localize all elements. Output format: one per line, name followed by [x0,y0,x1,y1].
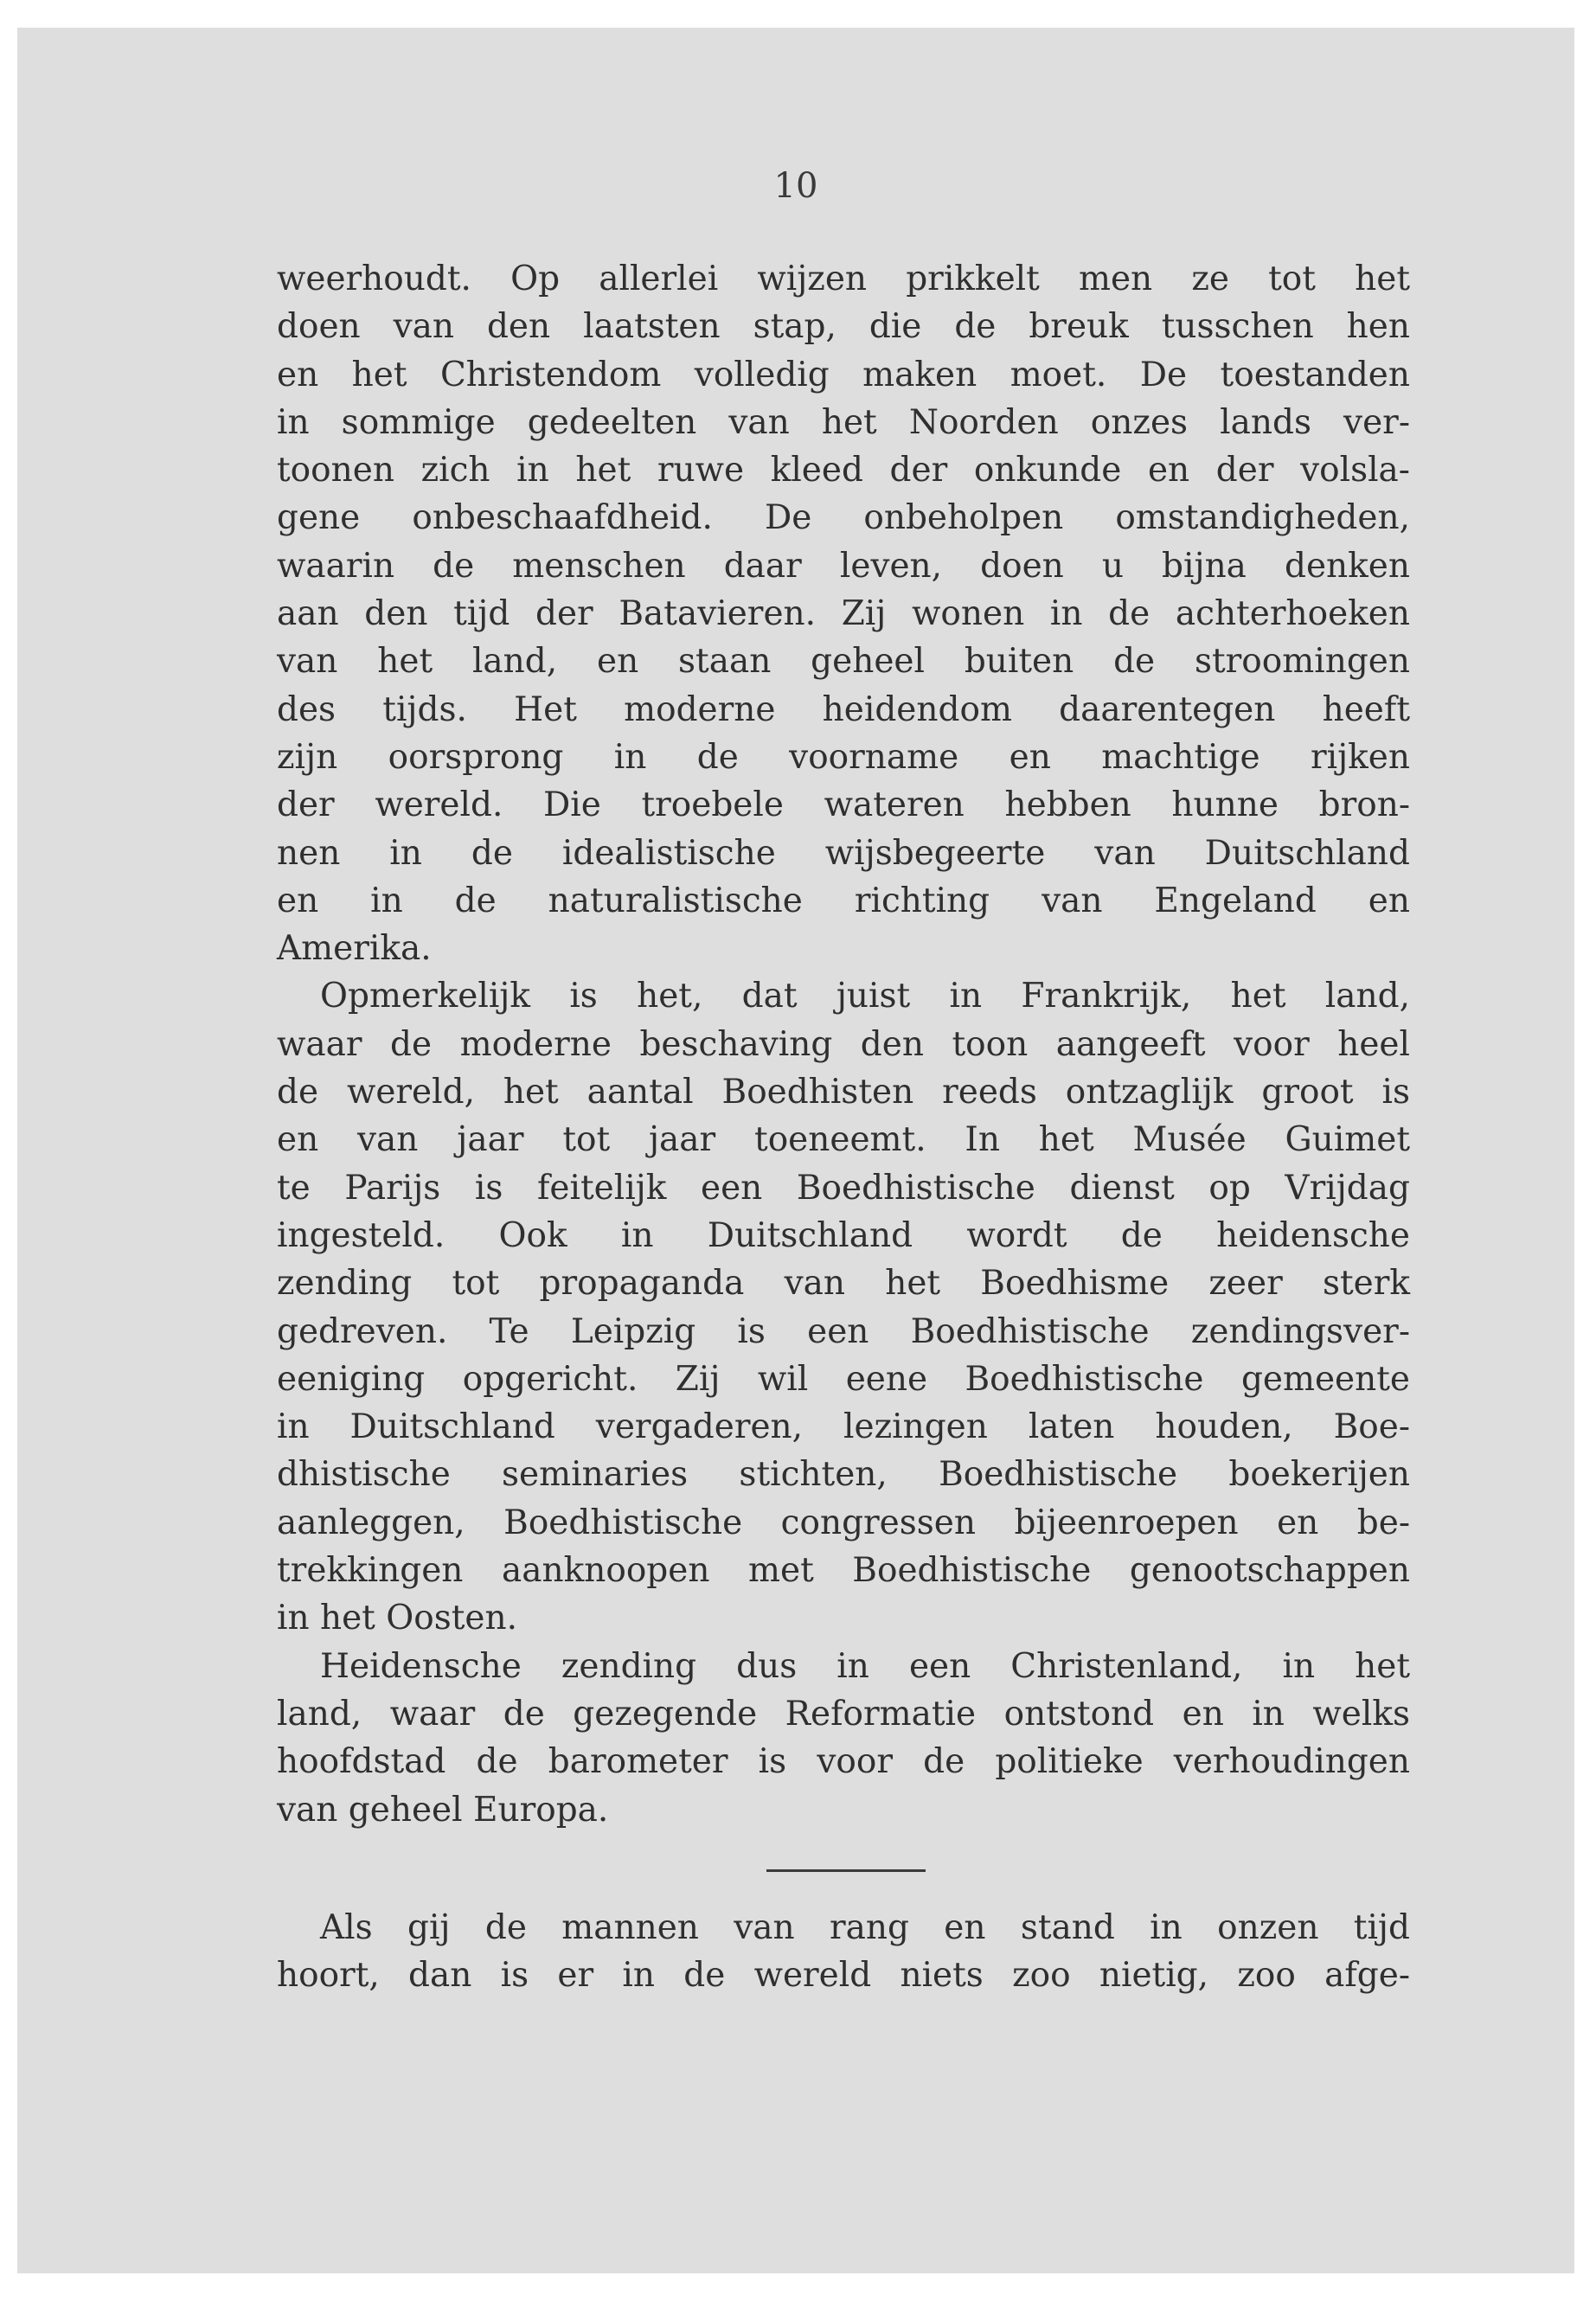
text-line: eeniging opgericht. Zij wil eene Boedhistische gemeente [277,1359,1410,1399]
text-line: waarin de menschen daar leven, doen u bijna denken [277,546,1410,586]
text-line: te Parijs is feitelijk een Boedhistische dienst op Vrijdag [277,1168,1410,1208]
text-line: Opmerkelijk is het, dat juist in Frankrijk, het land, [320,977,1410,1016]
text-line: zijn oorsprong in de voorname en machtige rijken [277,737,1410,777]
text-line: des tijds. Het moderne heidendom daarentegen heeft [277,689,1410,729]
text-line: de wereld, het aantal Boedhisten reeds ontzaglijk groot is [277,1073,1410,1112]
text-line: en in de naturalistische richting van Engeland en [277,881,1410,920]
text-line: in Duitschland vergaderen, lezingen laten houden, Boe- [277,1407,1410,1447]
text-line: land, waar de gezegende Reformatie ontstond en in welks [277,1694,1410,1734]
page-number: 10 [773,166,818,206]
text-line: waar de moderne beschaving den toon aangeeft voor heel [277,1024,1410,1064]
text-line: Amerika. [277,929,432,969]
text-line: zending tot propaganda van het Boedhisme zeer sterk [277,1264,1410,1304]
text-line: van het land, en staan geheel buiten de stroomingen [277,642,1410,682]
text-line: trekkingen aanknoopen met Boedhistische genootschappen [277,1551,1410,1591]
text-line: in het Oosten. [277,1599,517,1638]
text-line: dhistische seminaries stichten, Boedhistische boekerijen [277,1455,1410,1495]
text-line: aan den tijd der Batavieren. Zij wonen in de achterhoeken [277,594,1410,634]
text-line: ingesteld. Ook in Duitschland wordt de heidensche [277,1215,1410,1255]
text-line: hoort, dan is er in de wereld niets zoo nietig, zoo afge- [277,1956,1410,1996]
body-text [277,255,1410,1834]
body-text-continued [277,1904,1410,2000]
text-line: gene onbeschaafdheid. De onbeholpen omstandigheden, [277,498,1410,538]
text-line: toonen zich in het ruwe kleed der onkunde en der volsla- [277,451,1410,490]
text-line: gedreven. Te Leipzig is een Boedhistische zendingsver- [277,1311,1410,1351]
text-line: aanleggen, Boedhistische congressen bijeenroepen en be- [277,1503,1410,1542]
text-line: der wereld. Die troebele wateren hebben hunne bron- [277,785,1410,825]
text-line: Heidensche zending dus in een Christenland, in het [320,1646,1410,1686]
text-line: Als gij de mannen van rang en stand in onzen tijd [320,1908,1410,1947]
text-line: hoofdstad de barometer is voor de politieke verhoudingen [277,1742,1410,1782]
book-page [17,28,1574,2273]
text-line: doen van den laatsten stap, die de breuk tusschen hen [277,307,1410,347]
text-line: in sommige gedeelten van het Noorden onzes lands ver- [277,402,1410,442]
text-line: van geheel Europa. [277,1790,609,1830]
text-line: en van jaar tot jaar toeneemt. In het Musée Guimet [277,1120,1410,1160]
text-line: en het Christendom volledig maken moet. De toestanden [277,355,1410,394]
text-line: weerhoudt. Op allerlei wijzen prikkelt men ze tot het [277,260,1410,298]
section-separator [766,1869,926,1872]
text-line: nen in de idealistische wijsbegeerte van Duitschland [277,833,1410,873]
